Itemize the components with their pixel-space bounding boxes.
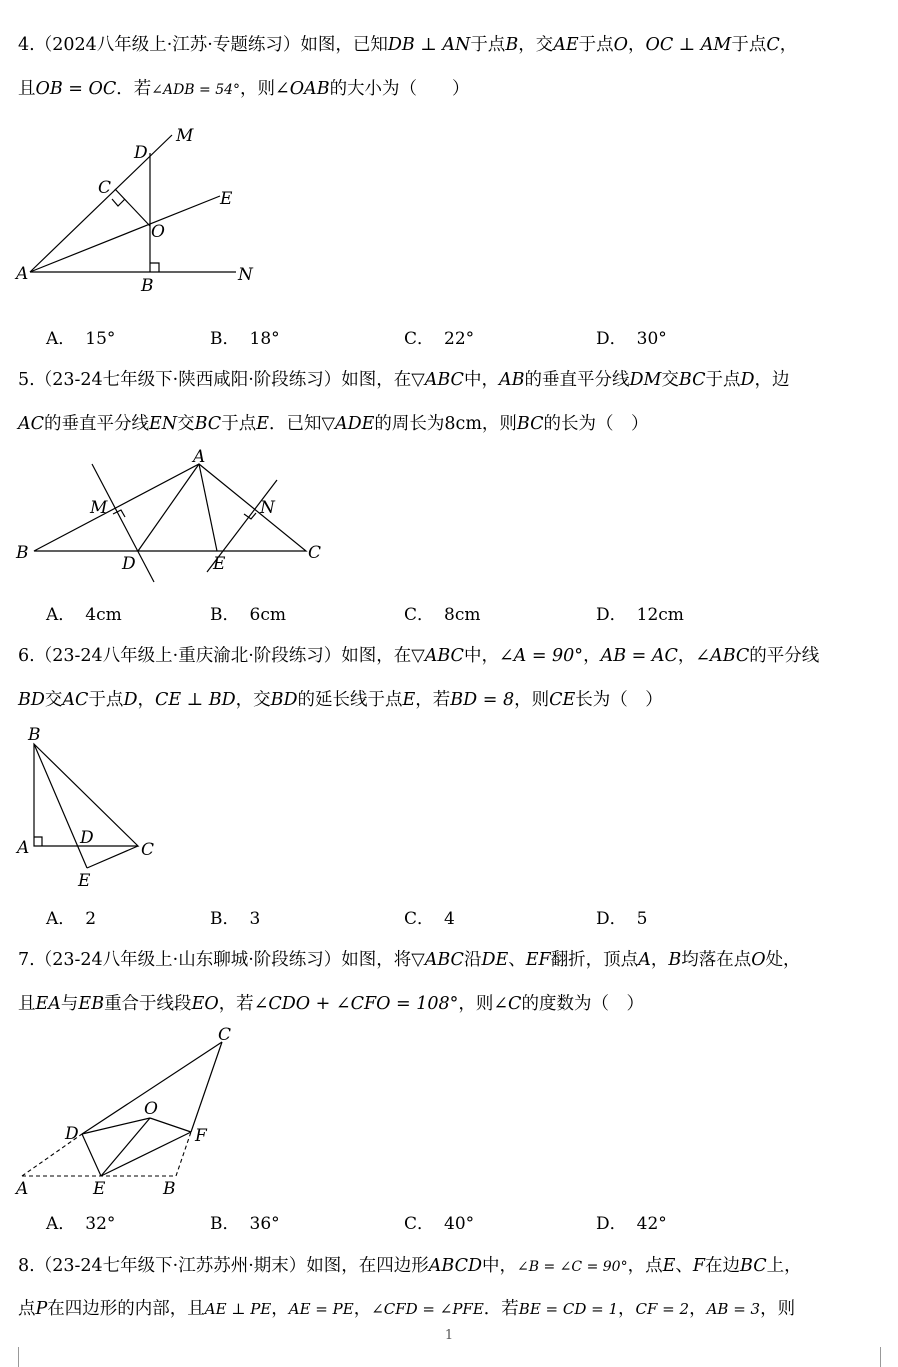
p8-line2: 点P在四边形的内部，且AE ⊥ PE，AE = PE，∠CFD = ∠PFE．若BE = CD = 1，CF = 2，AB = 3，则 — [18, 1299, 796, 1319]
p5-option-d[interactable]: D． 12cm — [596, 605, 684, 625]
p7-option-b[interactable]: B． 36° — [210, 1214, 280, 1234]
p7-line2: 且EA与EB重合于线段EO，若∠CDO + ∠CFO = 108°，则∠C的度数为（ ） — [18, 994, 644, 1014]
p4-option-b[interactable]: B． 18° — [210, 329, 280, 349]
p6-label-B: B — [28, 725, 41, 745]
page-number: 1 — [444, 1328, 454, 1343]
p4-option-a[interactable]: A． 15° — [46, 329, 116, 349]
p4-label-M: M — [176, 126, 194, 146]
page-corner-left — [18, 1347, 19, 1367]
p4-line2: 且OB = OC．若∠ADB = 54°，则∠OAB的大小为（ ） — [18, 79, 470, 99]
p5-option-b[interactable]: B． 6cm — [210, 605, 286, 625]
p4-label-D: D — [134, 143, 148, 163]
p5-option-a[interactable]: A． 4cm — [46, 605, 122, 625]
p6-option-d[interactable]: D． 5 — [596, 909, 648, 929]
p7-label-D: D — [65, 1124, 79, 1144]
p5-label-D: D — [122, 554, 136, 574]
p7-label-F: F — [195, 1126, 207, 1146]
p6-option-b[interactable]: B． 3 — [210, 909, 261, 929]
p7-options — [46, 1209, 846, 1235]
p4-label-B: B — [141, 276, 154, 296]
p5-label-C: C — [308, 543, 322, 563]
p7-label-E: E — [93, 1179, 106, 1199]
p4-label-O: O — [151, 222, 165, 242]
p7-option-c[interactable]: C． 40° — [404, 1214, 475, 1234]
p6-label-A: A — [17, 838, 30, 858]
p8-line1: 8.（23-24七年级下·江苏苏州·期末）如图，在四边形ABCD中，∠B = ∠C = 90°，点E、F在边BC上， — [18, 1256, 802, 1276]
p7-label-B: B — [163, 1179, 176, 1199]
p4-line1: 4.（2024八年级上·江苏·专题练习）如图，已知DB ⊥ AN于点B，交AE于点O，OC ⊥ AM于点C， — [18, 35, 798, 55]
p5-line1: 5.（23-24七年级下·陕西咸阳·阶段练习）如图，在▽ABC中，AB的垂直平分线DM交BC于点D，边 — [18, 370, 790, 390]
p7-label-A: A — [16, 1179, 29, 1199]
p7-label-O: O — [144, 1099, 158, 1119]
p5-line2: AC的垂直平分线EN交BC于点E．已知▽ADE的周长为8cm，则BC的长为（ ） — [18, 414, 649, 434]
p5-label-A: A — [193, 447, 206, 467]
p7-line1: 7.（23-24八年级上·山东聊城·阶段练习）如图，将▽ABC沿DE、EF翻折，顶点A，B均落在点O处， — [18, 950, 801, 970]
p6-line1: 6.（23-24八年级上·重庆渝北·阶段练习）如图，在▽ABC中，∠A = 90°，AB = AC，∠ABC的平分线 — [18, 646, 820, 666]
p6-option-c[interactable]: C． 4 — [404, 909, 455, 929]
p5-label-B: B — [16, 543, 29, 563]
p4-label-E: E — [220, 189, 233, 209]
p4-label-A: A — [16, 264, 29, 284]
p5-option-c[interactable]: C． 8cm — [404, 605, 481, 625]
p5-label-E: E — [213, 554, 226, 574]
page-corner-right — [880, 1347, 881, 1367]
p6-line2: BD交AC于点D，CE ⊥ BD，交BD的延长线于点E，若BD = 8，则CE长为（ ） — [18, 690, 663, 710]
p7-label-C: C — [218, 1025, 232, 1045]
p7-option-d[interactable]: D． 42° — [596, 1214, 667, 1234]
p6-label-D: D — [80, 828, 94, 848]
p7-option-a[interactable]: A． 32° — [46, 1214, 116, 1234]
p6-option-a[interactable]: A． 2 — [46, 909, 97, 929]
p4-option-c[interactable]: C． 22° — [404, 329, 475, 349]
p6-label-C: C — [141, 840, 155, 860]
p4-label-N: N — [238, 265, 253, 285]
p5-label-M: M — [90, 498, 108, 518]
p4-label-C: C — [98, 178, 112, 198]
p5-label-N: N — [260, 498, 275, 518]
p4-option-d[interactable]: D． 30° — [596, 329, 667, 349]
p6-label-E: E — [78, 871, 91, 891]
